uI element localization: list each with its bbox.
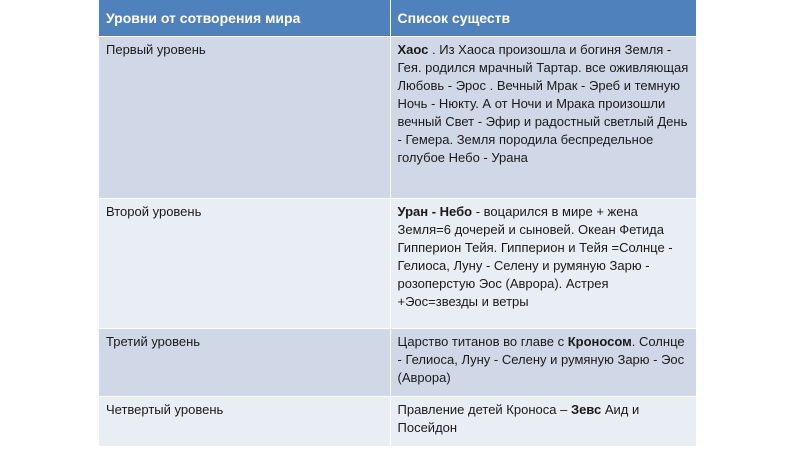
beings-bold: Зевс bbox=[570, 402, 602, 417]
beings-text-after: . Солнце - Гелиоса, Луну - Селену и румяную Зарю - Эос (Аврора) bbox=[397, 334, 685, 385]
level-cell: Третий уровень bbox=[99, 329, 390, 397]
beings-bold: Уран - Небо bbox=[397, 204, 473, 219]
table-row bbox=[99, 37, 696, 199]
beings-bold: Кроносом bbox=[567, 334, 632, 349]
beings-text: - воцарился в мире + жена Земля=6 дочерей и сыновей. Океан Фетида Гипперион Тейя. Гипперион и Тейя =Солнце - Гелиоса, Луну - Селену и румяную Зарю - розоперстую Эос (Аврора). Астрея +Эос=звезды и ветры bbox=[397, 204, 673, 309]
beings-cell bbox=[390, 37, 696, 199]
level-cell: Второй уровень bbox=[99, 199, 390, 329]
beings-text: . Из Хаоса произошла и богиня Земля - Гея. родился мрачный Тартар. все оживляющая Любовь - Эрос . Вечный Мрак - Эреб и темную Ночь - Нюкту. А от Ночи и Мрака произошли вечный Свет - Эфир и радостный светлый День - Гемера. Земля породила беспредельное голубое Небо - Урана bbox=[397, 42, 689, 165]
beings-text-after: Аид и Посейдон bbox=[397, 402, 640, 435]
header-beings: Список существ bbox=[390, 0, 696, 37]
beings-text-before: Правление детей Кроноса – bbox=[397, 402, 571, 417]
table-row bbox=[99, 329, 696, 397]
beings-cell bbox=[390, 199, 696, 329]
level-cell: Четвертый уровень bbox=[99, 397, 390, 447]
table-row bbox=[99, 397, 696, 447]
header-levels: Уровни от сотворения мира bbox=[99, 0, 390, 37]
beings-text-before: Царство титанов во главе с bbox=[397, 334, 568, 349]
beings-bold: Хаос bbox=[397, 42, 429, 57]
table-row bbox=[99, 199, 696, 329]
table-header-row bbox=[99, 0, 696, 37]
creation-levels-table bbox=[99, 0, 697, 447]
level-cell: Первый уровень bbox=[99, 37, 390, 199]
beings-cell bbox=[390, 329, 696, 397]
beings-cell bbox=[390, 397, 696, 447]
